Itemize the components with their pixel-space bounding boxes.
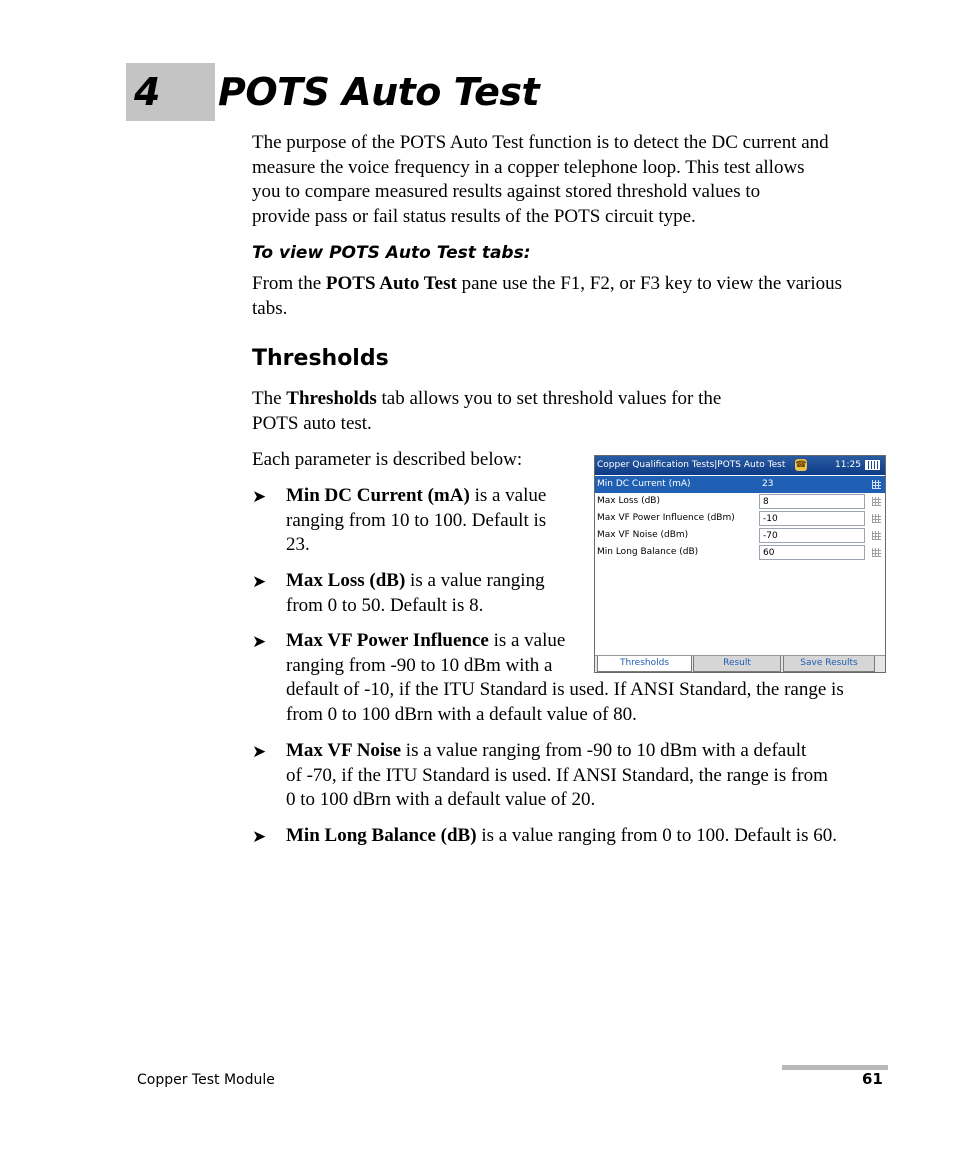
bullet-min-long-balance	[286, 824, 837, 849]
param-value-field[interactable]: 23	[762, 479, 774, 489]
device-time: 11:25	[835, 460, 861, 470]
tab-result[interactable]: Result	[693, 656, 781, 672]
footer-title: Copper Test Module	[137, 1072, 275, 1088]
param-row-max-loss[interactable]	[595, 493, 885, 510]
thresholds-text: The	[252, 388, 287, 409]
param-value-field[interactable]: 8	[759, 494, 865, 509]
bullet-term: Min DC Current (mA)	[286, 485, 470, 506]
parameter-intro: Each parameter is described below:	[252, 449, 523, 470]
procedure-text: From the	[252, 273, 326, 294]
procedure-paragraph	[252, 272, 842, 321]
device-titlebar	[595, 456, 885, 475]
device-screenshot	[594, 455, 886, 673]
bullet-arrow-icon: ➤	[252, 572, 267, 592]
keypad-icon[interactable]	[872, 548, 881, 557]
chapter-number: 4	[134, 70, 161, 114]
tab-thresholds[interactable]: Thresholds	[597, 656, 692, 672]
phone-icon: ☎	[795, 460, 807, 470]
thresholds-paragraph	[252, 387, 721, 436]
bullet-line: default of -10, if the ITU Standard is used. If ANSI Standard, the range is	[286, 679, 844, 700]
bullet-arrow-icon: ➤	[252, 487, 267, 507]
procedure-line: tabs.	[252, 297, 288, 319]
bullet-line: of -70, if the ITU Standard is used. If ANSI Standard, the range is from	[286, 764, 828, 786]
bullet-text: is a value ranging	[405, 570, 545, 591]
intro-line: provide pass or fail status results of the POTS circuit type.	[252, 205, 696, 227]
param-row-min-dc-current[interactable]	[595, 476, 885, 493]
thresholds-line: POTS auto test.	[252, 412, 372, 434]
bullet-term: Max VF Noise	[286, 740, 402, 761]
bullet-line: from 0 to 50. Default is 8.	[286, 594, 484, 616]
keypad-icon[interactable]	[872, 480, 881, 489]
param-label: Min DC Current (mA)	[597, 479, 691, 489]
battery-icon	[865, 460, 880, 470]
param-label: Max VF Power Influence (dBm)	[597, 513, 735, 523]
device-tabbar	[595, 655, 885, 672]
bullet-min-dc-current	[286, 484, 546, 558]
intro-paragraph	[252, 131, 829, 229]
procedure-text: pane use the F1, F2, or F3 key to view the various	[456, 273, 843, 294]
param-value-field[interactable]: -10	[759, 511, 865, 526]
chapter-title: POTS Auto Test	[218, 70, 540, 114]
param-value-field[interactable]: 60	[759, 545, 865, 560]
procedure-heading: To view POTS Auto Test tabs:	[252, 243, 531, 263]
bullet-term: Min Long Balance (dB)	[286, 825, 477, 846]
thresholds-text: tab allows you to set threshold values for the	[376, 388, 722, 409]
device-title: Copper Qualification Tests|POTS Auto Test	[597, 460, 786, 470]
section-heading: Thresholds	[252, 346, 389, 371]
bullet-arrow-icon: ➤	[252, 632, 267, 652]
keypad-icon[interactable]	[872, 497, 881, 506]
intro-line: you to compare measured results against stored threshold values to	[252, 181, 761, 202]
param-label: Max VF Noise (dBm)	[597, 530, 689, 540]
bullet-line: from 0 to 100 dBrn with a default value of 80.	[286, 703, 637, 725]
page-number: 61	[862, 1070, 883, 1088]
bullet-max-loss	[286, 569, 545, 618]
bullet-arrow-icon: ➤	[252, 827, 267, 847]
keypad-icon[interactable]	[872, 514, 881, 523]
bullet-term: Max Loss (dB)	[286, 570, 406, 591]
keypad-icon[interactable]	[872, 531, 881, 540]
param-row-max-vf-noise[interactable]	[595, 527, 885, 544]
param-label: Max Loss (dB)	[597, 496, 660, 506]
bullet-text: is a value	[469, 485, 547, 506]
bullet-max-vf-noise	[286, 739, 828, 813]
tab-save-results[interactable]: Save Results	[783, 656, 875, 672]
procedure-bold: POTS Auto Test	[325, 273, 457, 294]
thresholds-bold: Thresholds	[286, 388, 377, 409]
bullet-line: 23.	[286, 534, 310, 555]
bullet-line: ranging from 10 to 100. Default is	[286, 509, 547, 531]
bullet-line: 0 to 100 dBrn with a default value of 20.	[286, 789, 596, 810]
bullet-text: is a value ranging from -90 to 10 dBm with a default	[401, 740, 807, 761]
bullet-arrow-icon: ➤	[252, 742, 267, 762]
param-row-min-long-balance[interactable]	[595, 544, 885, 561]
param-value-field[interactable]: -70	[759, 528, 865, 543]
intro-line: measure the voice frequency in a copper telephone loop. This test allows	[252, 156, 805, 178]
bullet-text: is a value ranging from 0 to 100. Default is 60.	[476, 825, 837, 846]
bullet-text: is a value	[488, 630, 566, 651]
bullet-term: Max VF Power Influence	[286, 630, 489, 651]
bullet-line: ranging from -90 to 10 dBm with a	[286, 654, 553, 676]
param-label: Min Long Balance (dB)	[597, 547, 699, 557]
intro-line: The purpose of the POTS Auto Test function is to detect the DC current and	[252, 132, 829, 153]
param-row-max-vf-power-influence[interactable]	[595, 510, 885, 527]
